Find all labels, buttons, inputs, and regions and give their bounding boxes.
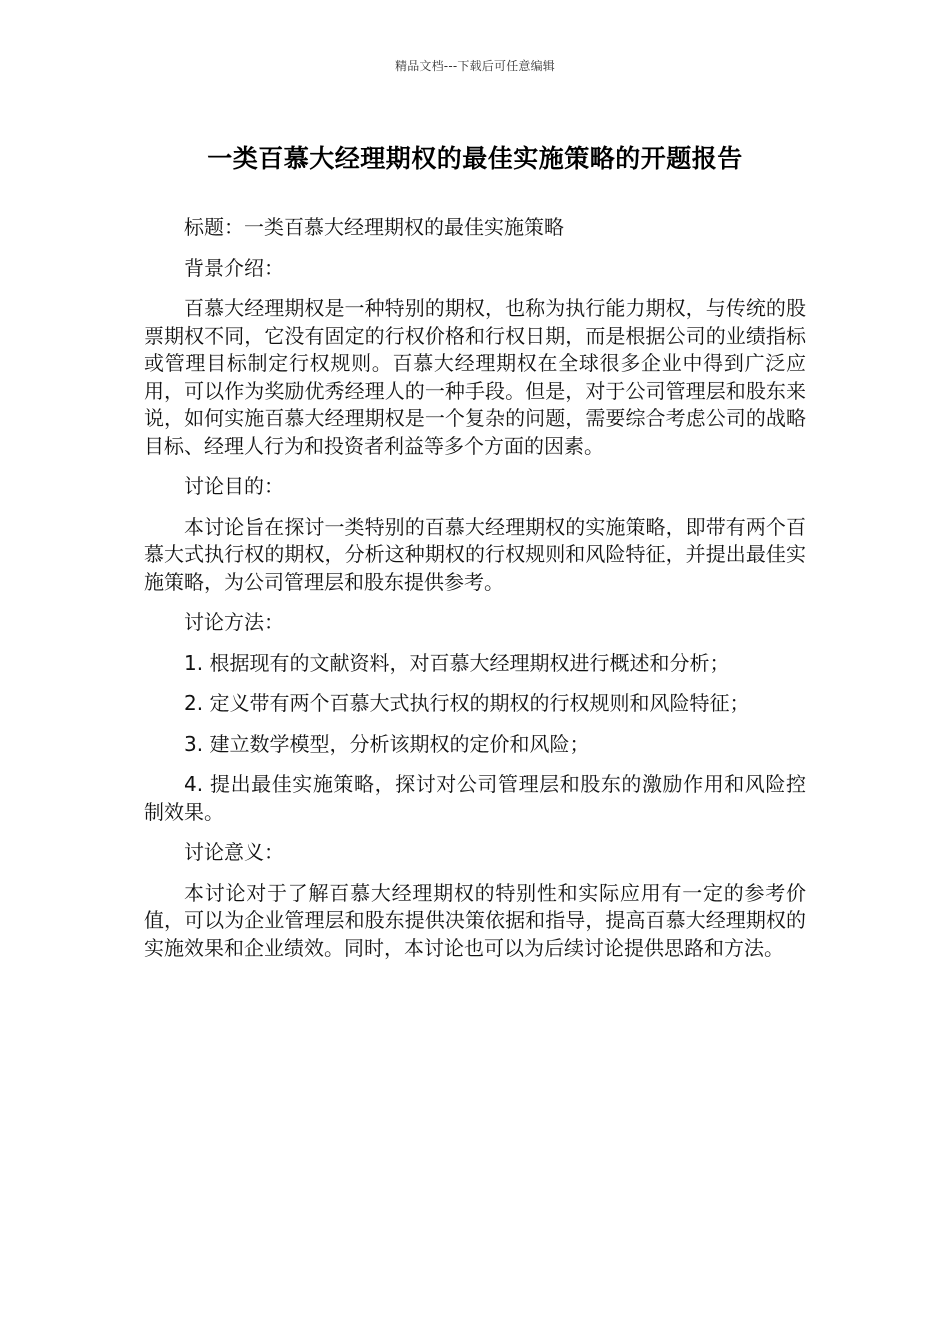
method-item-3: 3. 建立数学模型，分析该期权的定价和风险；: [184, 731, 590, 756]
method-heading: 讨论方法：: [184, 610, 284, 634]
background-heading: 背景介绍：: [184, 255, 284, 280]
header-note: 精品文档---下载后可任意编辑: [395, 59, 555, 73]
subject-line: 标题：一类百慕大经理期权的最佳实施策略: [184, 215, 564, 239]
purpose-heading: 讨论目的：: [184, 474, 284, 498]
document-body: [144, 214, 806, 975]
significance-heading: 讨论意义：: [184, 840, 284, 864]
purpose-paragraph: 本讨论旨在探讨一类特别的百慕大经理期权的实施策略，即带有两个百慕大式执行权的期权，分析这种期权的行权规则和风险特征，并提出最佳实施策略，为公司管理层和股东提供参考。: [144, 514, 806, 594]
method-item-1: 1. 根据现有的文献资料，对百慕大经理期权进行概述和分析；: [184, 650, 730, 675]
method-item-4: 4. 提出最佳实施策略，探讨对公司管理层和股东的激励作用和风险控制效果。: [144, 772, 806, 824]
significance-paragraph: 本讨论对于了解百慕大经理期权的特别性和实际应用有一定的参考价值，可以为企业管理层和股东提供决策依据和指导，提高百慕大经理期权的实施效果和企业绩效。同时，本讨论也可以为后续讨论提供思路和方法。: [144, 880, 806, 960]
method-item-2: 2. 定义带有两个百慕大式执行权的期权的行权规则和风险特征；: [184, 691, 750, 715]
background-paragraph: 百慕大经理期权是一种特别的期权，也称为执行能力期权，与传统的股票期权不同，它没有固定的行权价格和行权日期，而是根据公司的业绩指标或管理目标制定行权规则。百慕大经理期权在全球很多企业中得到广泛应用，可以作为奖励优秀经理人的一种手段。但是，对于公司管理层和股东来说，如何实施百慕大经理期权是一个复杂的问题，需要综合考虑公司的战略目标、经理人行为和投资者利益等多个方面的因素。: [144, 296, 806, 458]
document-title: 一类百慕大经理期权的最佳实施策略的开题报告: [207, 144, 743, 173]
